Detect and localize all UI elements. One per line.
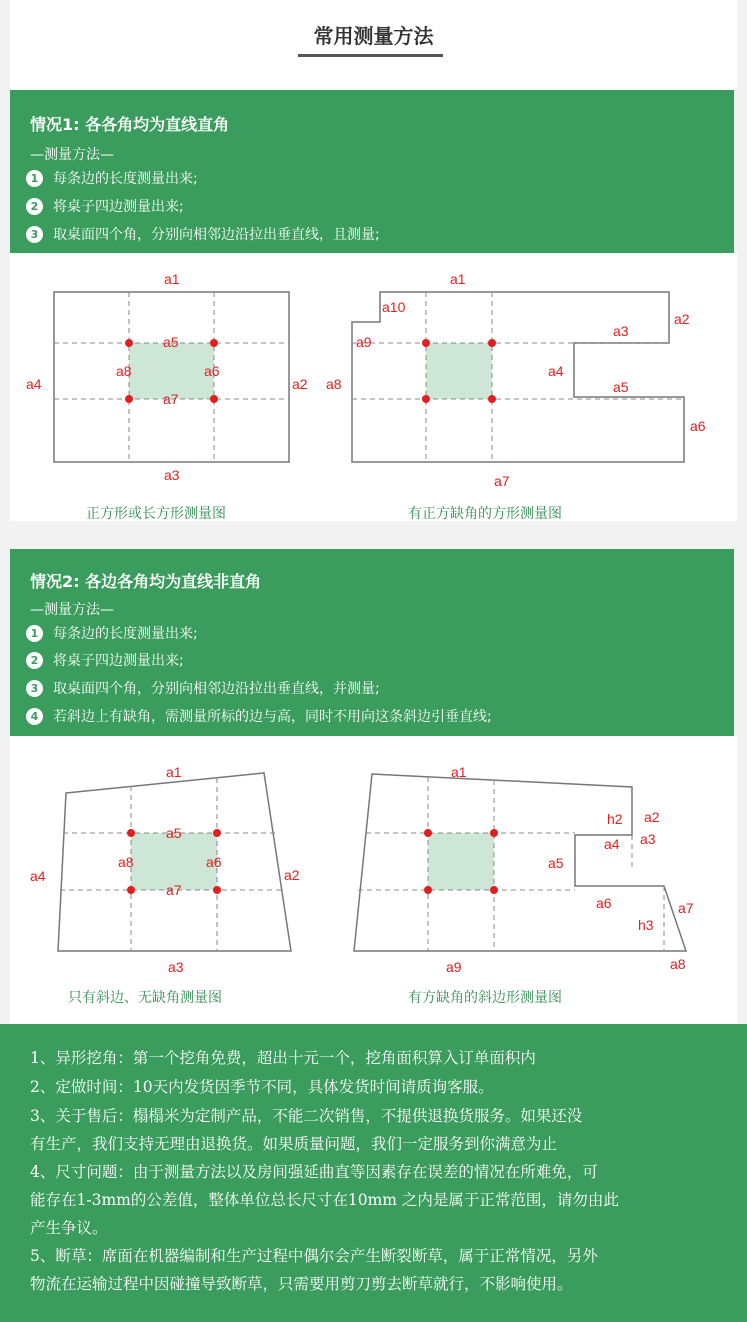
- label: a6: [204, 363, 220, 379]
- step-number-badge: 1: [26, 625, 43, 642]
- case2-step: [26, 706, 492, 726]
- step-text: 将桌子四边测量出来;: [53, 199, 184, 215]
- label: a8: [118, 854, 134, 870]
- case1-heading: 情况1: 各各角均为直线直角: [30, 115, 230, 134]
- step-number-badge: 2: [26, 652, 43, 669]
- case2-step: [26, 678, 380, 698]
- label: a7: [163, 391, 179, 407]
- step-number-badge: 3: [26, 226, 43, 243]
- step-text: 将桌子四边测量出来;: [53, 653, 184, 669]
- step-number-badge: 4: [26, 708, 43, 725]
- label: a1: [166, 764, 182, 780]
- label: a5: [163, 334, 179, 350]
- case1-step: [26, 196, 184, 216]
- label: a6: [690, 418, 706, 434]
- case2-diagram-panel: [10, 736, 737, 1024]
- center-area: [426, 343, 492, 399]
- note-line: 5、断草：席面在机器编制和生产过程中偶尔会产生断裂断草，属于正常情况，另外: [30, 1247, 598, 1265]
- label: a8: [326, 376, 342, 392]
- step-text: 每条边的长度测量出来;: [53, 626, 198, 642]
- label: a2: [292, 376, 308, 392]
- label: a4: [30, 868, 46, 884]
- case1-left-caption: 正方形或长方形测量图: [86, 506, 226, 522]
- case2-step: [26, 623, 198, 643]
- label: a6: [596, 895, 612, 911]
- title-underline: [298, 54, 443, 57]
- diagram-notched: [326, 271, 706, 489]
- label: a2: [284, 867, 300, 883]
- case1-method: —测量方法—: [30, 147, 114, 163]
- case1-step: [26, 224, 380, 244]
- step-number-badge: 1: [26, 170, 43, 187]
- label: a6: [206, 854, 222, 870]
- page-title: 常用测量方法: [313, 24, 434, 48]
- center-area: [428, 833, 494, 890]
- label: a5: [613, 379, 629, 395]
- step-text: 每条边的长度测量出来;: [53, 171, 198, 187]
- label: a3: [164, 467, 180, 483]
- label: a7: [166, 882, 182, 898]
- case1-step: [26, 168, 198, 188]
- case2-right-caption: 有方缺角的斜边形测量图: [408, 990, 562, 1006]
- case2-left-caption: 只有斜边、无缺角测量图: [68, 990, 222, 1006]
- case1-right-caption: 有正方缺角的方形测量图: [408, 506, 562, 522]
- label: a4: [26, 376, 42, 392]
- case2-method: —测量方法—: [30, 602, 114, 618]
- notes-section: [0, 1024, 747, 1322]
- note-line: 1、异形挖角：第一个挖角免费，超出十元一个，挖角面积算入订单面积内: [30, 1049, 536, 1067]
- label: a9: [356, 334, 372, 350]
- table-outline: [354, 774, 686, 951]
- label: a1: [164, 271, 180, 287]
- step-number-badge: 3: [26, 680, 43, 697]
- label: a8: [116, 363, 132, 379]
- label: a5: [166, 825, 182, 841]
- diagram-rectangle: [26, 271, 308, 483]
- label: a5: [548, 855, 564, 871]
- label: a1: [451, 764, 467, 780]
- label: a2: [674, 311, 690, 327]
- label: a4: [548, 363, 564, 379]
- step-number-badge: 2: [26, 198, 43, 215]
- label: a8: [670, 956, 686, 972]
- case1-box: [10, 90, 734, 253]
- note-line: 能存在1-3mm的公差值，整体单位总长尺寸在10mm 之内是属于正常范围，请勿由此: [30, 1191, 619, 1209]
- label: h2: [607, 811, 623, 827]
- case2-box: [10, 549, 734, 736]
- step-text: 若斜边上有缺角，需测量所标的边与高，同时不用向这条斜边引垂直线;: [53, 709, 492, 725]
- step-text: 取桌面四个角，分别向相邻边沿拉出垂直线，且测量;: [53, 227, 380, 243]
- step-text: 取桌面四个角，分别向相邻边沿拉出垂直线，并测量;: [53, 681, 380, 697]
- note-line: 2、定做时间：10天内发货因季节不同，具体发货时间请质询客服。: [30, 1078, 494, 1096]
- case2-heading: 情况2: 各边各角均为直线非直角: [30, 572, 262, 591]
- note-line: 3、关于售后：榻榻米为定制产品，不能二次销售，不提供退换货服务。如果还没: [30, 1107, 583, 1125]
- label: a3: [168, 959, 184, 975]
- diagram-slanted-notched: [354, 764, 694, 975]
- note-line: 物流在运输过程中因碰撞导致断草，只需要用剪刀剪去断草就行，不影响使用。: [30, 1275, 573, 1293]
- diagram-slanted: [30, 764, 300, 975]
- note-line: 4、尺寸问题：由于测量方法以及房间强延曲直等因素存在误差的情况在所难免，可: [30, 1163, 598, 1181]
- case2-step: [26, 650, 184, 670]
- note-line: 有生产，我们支持无理由退换货。如果质量问题，我们一定服务到你满意为止: [30, 1135, 558, 1153]
- label: a3: [640, 831, 656, 847]
- note-line: 产生争议。: [30, 1219, 108, 1237]
- case2-diagrams: [10, 736, 737, 1024]
- label: a7: [494, 473, 510, 489]
- label: a3: [613, 323, 629, 339]
- label: a1: [450, 271, 466, 287]
- case1-diagram-panel: [10, 253, 737, 521]
- label: a10: [382, 299, 406, 315]
- case1-diagrams: [10, 253, 737, 521]
- label: a7: [678, 900, 694, 916]
- label: a9: [446, 959, 462, 975]
- label: a2: [644, 809, 660, 825]
- label: a4: [604, 836, 620, 852]
- table-outline: [352, 292, 684, 462]
- label: h3: [638, 917, 654, 933]
